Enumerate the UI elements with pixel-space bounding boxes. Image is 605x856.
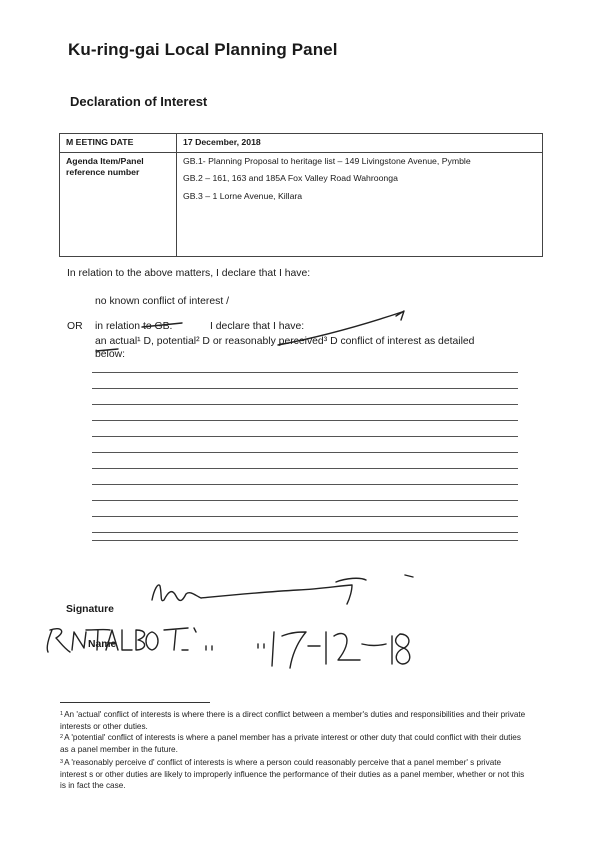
footnote-text: An 'actual' conflict of interests is where there is a direct conflict between a member's duties and responsibilities and their private interests or other duties. — [60, 710, 526, 731]
conflict-detail-label: below: — [95, 349, 126, 360]
footnote-text: A 'reasonably perceive d' conflict of interests is where a person could reasonably perceive that a panel member' s private interest s or other duties are likely to improperly influence the performance of their duties as a panel member, whether or not this is in fact the case. — [60, 758, 525, 790]
agenda-item: GB.3 – 1 Lorne Avenue, Killara — [183, 191, 303, 202]
declaration-intro: In relation to the above matters, I declare that I have: — [67, 268, 311, 279]
name-label: Name — [88, 639, 117, 650]
footnote-mark: 1 — [60, 711, 64, 717]
strike-mark — [96, 349, 118, 351]
conflict-option-prefix: in relation to GB. — [95, 321, 173, 332]
signature-scribble — [152, 575, 413, 604]
agenda-item: GB.1- Planning Proposal to heritage list – 149 Livingstone Avenue, Pymble — [183, 155, 471, 166]
strike-mark — [278, 311, 404, 345]
footnote-mark: 3 — [60, 759, 64, 765]
agenda-item: GB.2 – 161, 163 and 185A Fox Valley Road Wahroonga — [183, 173, 398, 184]
page-title: Ku-ring-gai Local Planning Panel — [68, 40, 338, 59]
page-subtitle: Declaration of Interest — [70, 94, 208, 109]
handwritten-date — [258, 632, 410, 668]
meeting-date-value: 17 December, 2018 — [177, 134, 543, 153]
no-conflict-option: no known conflict of interest / — [95, 296, 229, 307]
conflict-option-suffix: I declare that I have: — [210, 321, 305, 332]
footnote-mark: 2 — [60, 734, 64, 740]
or-label: OR — [67, 321, 83, 332]
footnote-text: A 'potential' conflict of interests is where a panel member has a private interest or other duty that could conflict with their duties as a panel member in the future. — [60, 733, 521, 754]
meeting-date-label: M EETING DATE — [60, 134, 177, 153]
footnote — [60, 757, 530, 792]
signature-label: Signature — [66, 604, 114, 615]
footnote — [60, 709, 530, 732]
strike-mark — [142, 323, 182, 327]
footnote-divider — [60, 702, 210, 703]
agenda-label: Agenda Item/Panel reference number — [60, 152, 177, 256]
conflict-type-line: an actual¹ D, potential² D or reasonably perceived³ D conflict of interest as detailed — [95, 336, 475, 347]
footnote — [60, 732, 530, 755]
handwritten-name — [47, 628, 212, 652]
